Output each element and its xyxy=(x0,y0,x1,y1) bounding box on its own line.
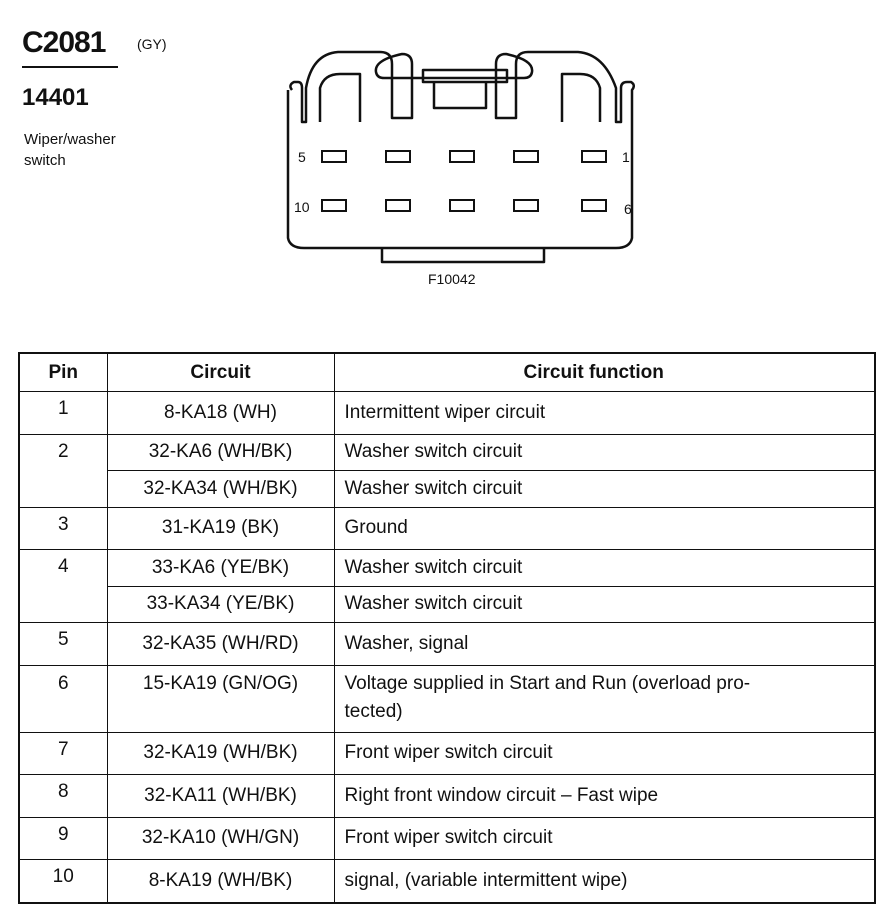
function-cell: Front wiper switch circuit xyxy=(334,732,875,775)
circuit-cell: 32-KA6 (WH/BK) xyxy=(107,434,334,471)
function-cell: Washer switch circuit xyxy=(334,434,875,471)
function-cell: Washer switch circuit xyxy=(334,586,875,623)
pin-cell: 8 xyxy=(19,775,107,818)
function-cell: Right front window circuit – Fast wipe xyxy=(334,775,875,818)
circuit-cell: 33-KA6 (YE/BK) xyxy=(107,550,334,587)
circuit-cell: 32-KA34 (WH/BK) xyxy=(107,471,334,508)
circuit-cell: 8-KA19 (WH/BK) xyxy=(107,860,334,903)
table-row xyxy=(19,434,875,471)
function-cell: Front wiper switch circuit xyxy=(334,817,875,860)
circuit-cell: 8-KA18 (WH) xyxy=(107,392,334,435)
connector-face-diagram xyxy=(280,38,660,266)
description-line-2: switch xyxy=(24,152,66,169)
part-number: 14401 xyxy=(22,84,89,111)
circuit-cell: 31-KA19 (BK) xyxy=(107,507,334,550)
pin-cell: 9 xyxy=(19,817,107,860)
pin-label-10: 10 xyxy=(294,199,310,215)
function-cell: Washer switch circuit xyxy=(334,471,875,508)
pin-cell: 4 xyxy=(19,550,107,623)
circuit-cell: 33-KA34 (YE/BK) xyxy=(107,586,334,623)
pin-cavity-8 xyxy=(450,200,474,211)
header-circuit: Circuit xyxy=(107,353,334,392)
pin-cavity-4 xyxy=(386,151,410,162)
pin-cavity-10 xyxy=(322,200,346,211)
table-row xyxy=(19,817,875,860)
description-line-1: Wiper/washer xyxy=(24,131,116,148)
figure-id: F10042 xyxy=(428,271,476,287)
bottom-key xyxy=(382,248,544,262)
circuit-cell: 15-KA19 (GN/OG) xyxy=(107,665,334,732)
function-text-line-2: tected) xyxy=(344,700,403,722)
pin-label-5: 5 xyxy=(298,149,306,165)
pin-label-6: 6 xyxy=(624,201,632,217)
connector-description xyxy=(24,129,154,171)
circuit-cell: 32-KA35 (WH/RD) xyxy=(107,623,334,666)
locking-tab-body xyxy=(434,82,486,108)
latch-right-inner xyxy=(562,74,600,122)
function-text-line-1: Voltage supplied in Start and Run (overload pro- xyxy=(344,672,751,694)
table-row xyxy=(19,550,875,587)
function-cell: Washer, signal xyxy=(334,623,875,666)
circuit-cell: 32-KA19 (WH/BK) xyxy=(107,732,334,775)
locking-tab xyxy=(423,70,507,82)
table-row xyxy=(19,392,875,435)
table-row xyxy=(19,732,875,775)
pin-cell: 10 xyxy=(19,860,107,903)
table-row xyxy=(19,586,875,623)
table-row xyxy=(19,665,875,732)
pin-cell: 6 xyxy=(19,665,107,732)
table-row xyxy=(19,471,875,508)
pin-cell: 7 xyxy=(19,732,107,775)
pin-cell: 2 xyxy=(19,434,107,507)
header-circuit-function: Circuit function xyxy=(334,353,875,392)
function-cell: Intermittent wiper circuit xyxy=(334,392,875,435)
table-row xyxy=(19,623,875,666)
function-cell: Washer switch circuit xyxy=(334,550,875,587)
pin-table xyxy=(18,352,876,904)
pin-cell: 5 xyxy=(19,623,107,666)
header-pin: Pin xyxy=(19,353,107,392)
pin-cavity-7 xyxy=(514,200,538,211)
connector-id: C2081 xyxy=(22,26,106,59)
function-cell: Ground xyxy=(334,507,875,550)
connector-color: (GY) xyxy=(137,36,167,52)
pin-cavity-5 xyxy=(322,151,346,162)
latch-left-inner xyxy=(320,74,360,122)
table-row xyxy=(19,507,875,550)
pin-cavity-2 xyxy=(514,151,538,162)
table-row xyxy=(19,775,875,818)
table-row xyxy=(19,860,875,903)
connector-id-underline xyxy=(22,66,118,68)
pin-cavity-3 xyxy=(450,151,474,162)
function-cell: signal, (variable intermittent wipe) xyxy=(334,860,875,903)
circuit-cell: 32-KA11 (WH/BK) xyxy=(107,775,334,818)
pin-cell: 1 xyxy=(19,392,107,435)
pin-cell: 3 xyxy=(19,507,107,550)
pin-cavity-6 xyxy=(582,200,606,211)
circuit-cell: 32-KA10 (WH/GN) xyxy=(107,817,334,860)
table-header-row xyxy=(19,353,875,392)
function-cell xyxy=(334,665,875,732)
pin-cavity-9 xyxy=(386,200,410,211)
pin-label-1: 1 xyxy=(622,149,630,165)
pin-cavity-1 xyxy=(582,151,606,162)
